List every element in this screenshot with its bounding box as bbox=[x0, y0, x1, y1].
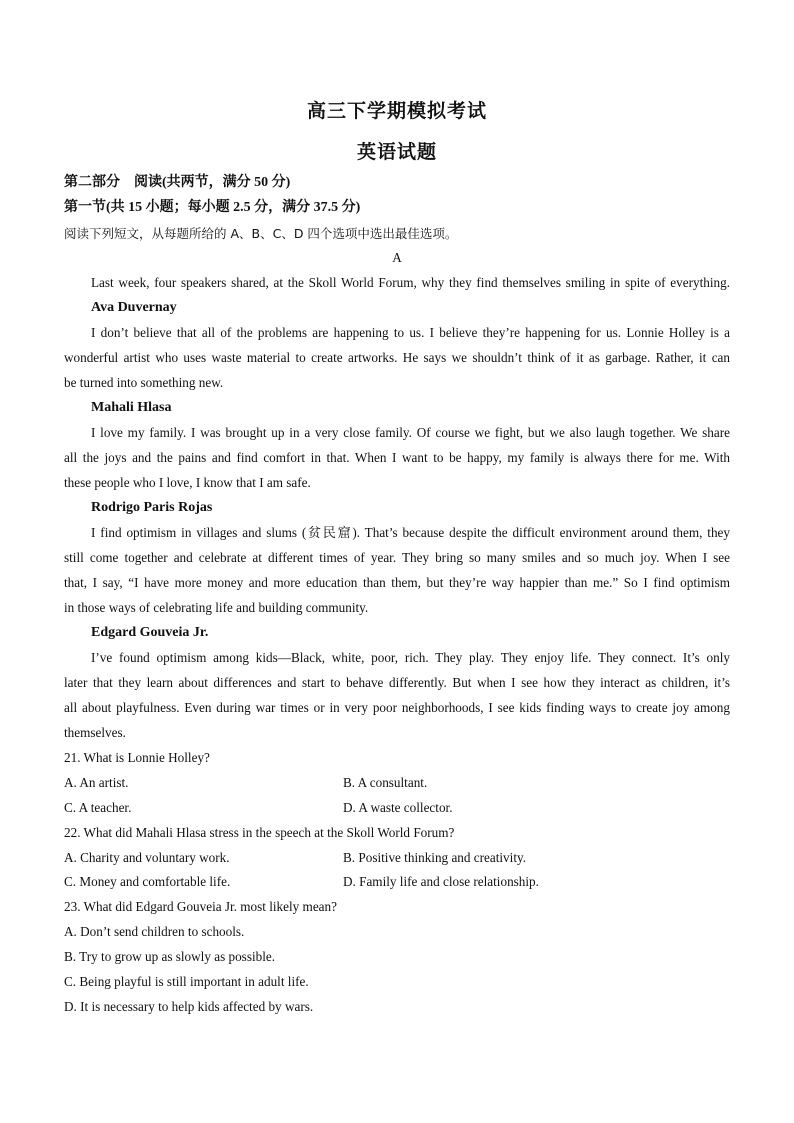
exam-subtitle: 英语试题 bbox=[356, 141, 437, 163]
speaker-name: Edgard Gouveia Jr. bbox=[91, 625, 209, 640]
paragraph-line: all about playfulness. Even during war times or in very poor neighborhoods, I see kids finding ways to create joy among bbox=[64, 700, 730, 715]
section-part-heading: 第二部分 阅读(共两节，满分 50 分) bbox=[64, 175, 291, 190]
passage-intro: Last week, four speakers shared, at the Skoll World Forum, why they find themselves smiling in spite of everything. bbox=[91, 275, 730, 290]
speaker-name: Ava Duvernay bbox=[91, 300, 177, 315]
speaker-name: Mahali Hlasa bbox=[91, 400, 172, 415]
exam-title: 高三下学期模拟考试 bbox=[306, 100, 487, 122]
paragraph-line: themselves. bbox=[64, 725, 126, 740]
paragraph-line: these people who I love, I know that I am safe. bbox=[64, 475, 311, 490]
option-c[interactable]: C. Money and comfortable life. bbox=[64, 874, 231, 889]
option-d[interactable]: D. It is necessary to help kids affected by wars. bbox=[64, 999, 314, 1014]
paragraph-line: I love my family. I was brought up in a very close family. Of course we fight, but we also laugh together. We share bbox=[91, 425, 730, 440]
section-sub-heading: 第一节(共 15 小题；每小题 2.5 分，满分 37.5 分) bbox=[64, 200, 361, 215]
option-b[interactable]: B. Try to grow up as slowly as possible. bbox=[64, 949, 276, 964]
paragraph-line: I’ve found optimism among kids—Black, white, poor, rich. They play. They enjoy life. They connect. It’s only bbox=[91, 650, 730, 665]
option-a[interactable]: A. Charity and voluntary work. bbox=[64, 850, 230, 865]
paragraph-line: in those ways of celebrating life and building community. bbox=[64, 600, 369, 615]
question-options-row bbox=[64, 770, 730, 795]
option-d[interactable]: D. A waste collector. bbox=[343, 800, 453, 815]
option-b[interactable]: B. Positive thinking and creativity. bbox=[343, 850, 527, 865]
question-options-row bbox=[64, 795, 730, 820]
option-a[interactable]: A. An artist. bbox=[64, 775, 129, 790]
paragraph-line: I find optimism in villages and slums (贫民窟). That’s because despite the difficult environment around them, they bbox=[91, 525, 730, 540]
option-b[interactable]: B. A consultant. bbox=[343, 775, 428, 790]
question-stem: 23. What did Edgard Gouveia Jr. most likely mean? bbox=[64, 899, 337, 914]
option-c[interactable]: C. A teacher. bbox=[64, 800, 132, 815]
question-stem: 21. What is Lonnie Holley? bbox=[64, 750, 210, 765]
paragraph-line: later that they learn about differences and start to behave differently. But when I see how they interact as children, it’s bbox=[64, 675, 730, 690]
paragraph-line: I don’t believe that all of the problems are happening to us. I believe they’re happening for us. Lonnie Holley is a bbox=[91, 325, 730, 340]
paragraph-line: all the joys and the pains and find comfort in that. When I want to be happy, my family is always there for me. With bbox=[64, 450, 730, 465]
paragraph-line: be turned into something new. bbox=[64, 375, 224, 390]
passage-letter: A bbox=[392, 250, 402, 265]
instruction-text: 阅读下列短文，从每题所给的 A、B、C、D 四个选项中选出最佳选项。 bbox=[64, 226, 458, 241]
paragraph-line: still come together and celebrate at different times of year. They bring so many smiles and so much joy. When I see bbox=[64, 550, 730, 565]
question-stem: 22. What did Mahali Hlasa stress in the speech at the Skoll World Forum? bbox=[64, 825, 455, 840]
speaker-name: Rodrigo Paris Rojas bbox=[91, 500, 213, 515]
question-options-row bbox=[64, 869, 730, 894]
paragraph-line: wonderful artist who uses waste material to create artworks. He says we shouldn’t think of it as garbage. Rather, it can bbox=[64, 350, 730, 365]
option-d[interactable]: D. Family life and close relationship. bbox=[343, 874, 539, 889]
paragraph-line: that, I say, “I have more money and more education than them, but they’re way happier than me.” So I find optimism bbox=[64, 575, 730, 590]
option-c[interactable]: C. Being playful is still important in adult life. bbox=[64, 974, 309, 989]
question-options-row bbox=[64, 845, 730, 870]
option-a[interactable]: A. Don’t send children to schools. bbox=[64, 924, 245, 939]
